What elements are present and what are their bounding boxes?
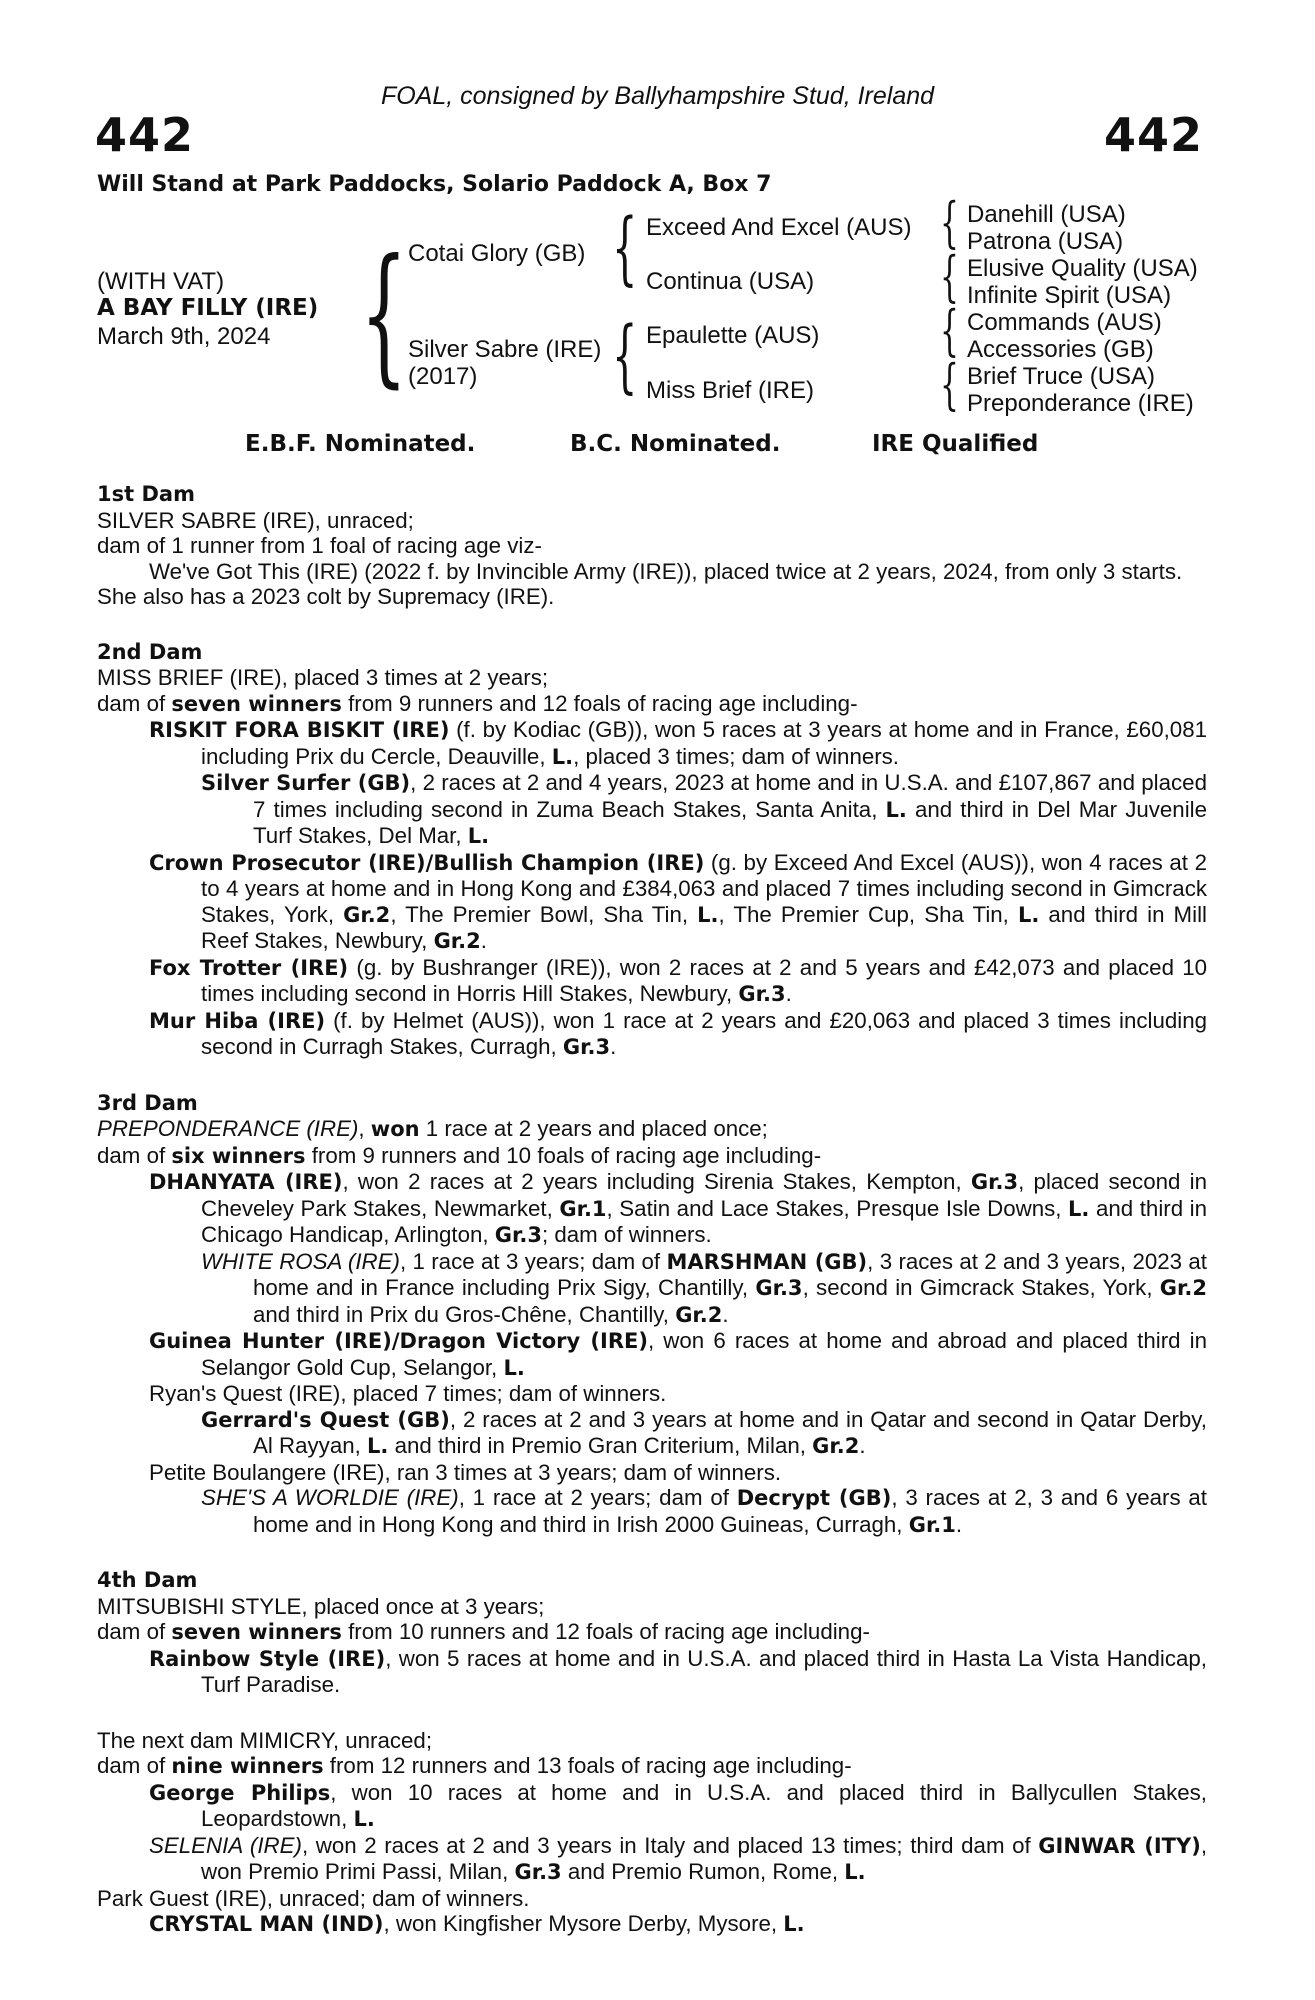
progeny-silver-surfer: Silver Surfer (GB), 2 races at 2 and 4 years, 2023 at home and in U.S.A. and £107,867 and placed 7 times including second in Zuma Beach Stakes, Santa Anita, L. and third in Del Mar Juvenile Turf Stakes, Del Mar, L. <box>201 770 1208 848</box>
dam-brace: { <box>612 309 638 402</box>
granddam-maternal: Miss Brief (IRE) <box>646 377 814 404</box>
fourth-dam-section <box>97 1568 1207 1698</box>
first-dam-section <box>97 482 1207 610</box>
sire-brace: { <box>612 201 638 294</box>
progeny-crown-prosecutor: Crown Prosecutor (IRE)/Bullish Champion (IRE) (g. by Exceed And Excel (AUS)), won 4 races at 2 to 4 years at home and in Hong Kong and £384,063 and placed 7 times including second in Gimcrack Stakes, York, Gr.2, The Premier Bowl, Sha Tin, L., The Premier Cup, Sha Tin, L. and third in Mill Reef Stakes, Newbury, Gr.2. <box>149 849 1208 953</box>
progeny-petite-boulangere: Petite Boulangere (IRE), ran 3 times at 3 years; dam of winners. <box>149 1459 782 1485</box>
great-grandparent-6: Accessories (GB) <box>967 336 1154 363</box>
third-dam-heading: 3rd Dam <box>97 1090 198 1115</box>
great-grandparent-1: Danehill (USA) <box>967 201 1126 228</box>
g-brace-2: { <box>940 245 959 308</box>
second-dam-section <box>97 640 1207 1061</box>
first-dam-note: She also has a 2023 colt by Supremacy (IRE). <box>97 584 555 609</box>
second-dam-heading: 2nd Dam <box>97 639 203 664</box>
progeny-ryans-quest: Ryan's Quest (IRE), placed 7 times; dam of winners. <box>149 1381 667 1406</box>
first-dam-runner: We've Got This (IRE) (2022 f. by Invincible Army (IRE)), placed twice at 2 years, 2024, from only 3 starts. <box>149 558 1183 584</box>
progeny-mur-hiba: Mur Hiba (IRE) (f. by Helmet (AUS)), won 1 race at 2 years and £20,063 and placed 3 times including second in Curragh Stakes, Curragh, Gr.3. <box>149 1007 1207 1059</box>
great-grandparent-3: Elusive Quality (USA) <box>967 255 1198 282</box>
progeny-crystal-man: CRYSTAL MAN (IND), won Kingfisher Mysore Derby, Mysore, L. <box>149 1911 805 1936</box>
sire-name: Cotai Glory (GB) <box>408 240 586 267</box>
horse-name: A BAY FILLY (IRE) <box>97 295 319 321</box>
next-dam-section <box>97 1728 1207 1938</box>
dam-year: (2017) <box>408 363 478 390</box>
progeny-dhanyata: DHANYATA (IRE), won 2 races at 2 years including Sirenia Stakes, Kempton, Gr.3, placed second in Cheveley Park Stakes, Newmarket, Gr.1, Satin and Lace Stakes, Presque Isle Downs, L. and third in Chicago Handicap, Arlington, Gr.3; dam of winners. <box>149 1169 1208 1247</box>
progeny-selenia: SELENIA (IRE), won 2 races at 2 and 3 years in Italy and placed 13 times; third dam of GINWAR (ITY), won Premio Primi Passi, Milan, Gr.3 and Premio Rumon, Rome, L. <box>149 1832 1208 1884</box>
great-grandparent-8: Preponderance (IRE) <box>967 390 1194 417</box>
bc-nomination: B.C. Nominated. <box>570 431 781 457</box>
progeny-riskit: RISKIT FORA BISKIT (IRE) (f. by Kodiac (GB)), won 5 races at 3 years at home and in France, £60,081 including Prix du Cercle, Deauville, L., placed 3 times; dam of winners. <box>149 717 1207 769</box>
third-dam-intro: PREPONDERANCE (IRE), won 1 race at 2 years and placed once; <box>97 1116 768 1141</box>
dam-name: Silver Sabre (IRE) <box>408 336 602 363</box>
consignor-line: FOAL, consigned by Ballyhampshire Stud, Ireland <box>380 82 935 110</box>
progeny-white-rosa: WHITE ROSA (IRE), 1 race at 3 years; dam of MARSHMAN (GB), 3 races at 2 and 3 years, 2023 at home and in France including Prix Sigy, Chantilly, Gr.3, second in Gimcrack Stakes, York, Gr.2 and third in Prix du Gros-Chêne, Chantilly, Gr.2. <box>201 1248 1208 1327</box>
progeny-rainbow-style: Rainbow Style (IRE), won 5 races at home and in U.S.A. and placed third in Hasta La Vista Handicap, Turf Paradise. <box>149 1645 1207 1697</box>
fourth-dam-intro: MITSUBISHI STYLE, placed once at 3 years; <box>97 1593 545 1619</box>
second-dam-intro: MISS BRIEF (IRE), placed 3 times at 2 years; <box>97 665 549 690</box>
first-dam-heading: 1st Dam <box>97 482 195 506</box>
granddam-paternal: Continua (USA) <box>646 268 815 295</box>
great-grandparent-7: Brief Truce (USA) <box>967 363 1156 390</box>
pedigree-main-brace: { <box>360 228 408 402</box>
first-dam-intro: SILVER SABRE (IRE), unraced; <box>97 507 414 533</box>
progeny-shes-a-worldie: SHE'S A WORLDIE (IRE), 1 race at 2 years; dam of Decrypt (GB), 3 races at 2, 3 and 6 years at home and in Hong Kong and third in Irish 2000 Guineas, Curragh, Gr.1. <box>201 1485 1207 1537</box>
first-dam-produce: dam of 1 runner from 1 foal of racing age viz- <box>97 533 542 558</box>
grandsire-paternal: Exceed And Excel (AUS) <box>646 214 912 241</box>
g-brace-3: { <box>940 299 959 362</box>
horse-dob: March 9th, 2024 <box>97 323 271 350</box>
progeny-gerrards-quest: Gerrard's Quest (GB), 2 races at 2 and 3 years at home and in Qatar and second in Qatar Derby, Al Rayyan, L. and third in Premio Gran Criterium, Milan, Gr.2. <box>201 1406 1207 1458</box>
lot-number-left: 442 <box>95 108 195 162</box>
fourth-dam-produce: dam of seven winners from 10 runners and 12 foals of racing age including- <box>97 1619 870 1644</box>
next-dam-intro: The next dam MIMICRY, unraced; <box>97 1727 433 1753</box>
great-grandparent-4: Infinite Spirit (USA) <box>967 282 1172 309</box>
catalogue-body <box>97 482 1207 1938</box>
g-brace-4: { <box>940 353 959 416</box>
great-grandparent-2: Patrona (USA) <box>967 228 1124 255</box>
next-dam-produce: dam of nine winners from 12 runners and 13 foals of racing age including- <box>97 1753 852 1778</box>
progeny-george-philips: George Philips, won 10 races at home and in U.S.A. and placed third in Ballycullen Stakes, Leopardstown, L. <box>149 1779 1207 1831</box>
g-brace-1: { <box>940 191 959 254</box>
ire-qualified: IRE Qualified <box>872 431 1039 457</box>
ebf-nomination: E.B.F. Nominated. <box>245 431 476 457</box>
third-dam-section <box>97 1091 1207 1539</box>
stand-location: Will Stand at Park Paddocks, Solario Paddock A, Box 7 <box>97 172 772 197</box>
third-dam-produce: dam of six winners from 9 runners and 10 foals of racing age including- <box>97 1142 822 1168</box>
fourth-dam-heading: 4th Dam <box>97 1568 198 1592</box>
progeny-park-guest: Park Guest (IRE), unraced; dam of winners. <box>97 1885 530 1911</box>
progeny-guinea-hunter: Guinea Hunter (IRE)/Dragon Victory (IRE), won 6 races at home and abroad and placed third in Selangor Gold Cup, Selangor, L. <box>149 1328 1207 1380</box>
grandsire-maternal: Epaulette (AUS) <box>646 322 820 349</box>
great-grandparent-5: Commands (AUS) <box>967 309 1162 336</box>
second-dam-produce: dam of seven winners from 9 runners and 12 foals of racing age including- <box>97 690 858 716</box>
lot-number-right: 442 <box>1103 108 1203 162</box>
vat-note: (WITH VAT) <box>97 268 225 295</box>
progeny-fox-trotter: Fox Trotter (IRE) (g. by Bushranger (IRE)), won 2 races at 2 and 5 years and £42,073 and placed 10 times including second in Horris Hill Stakes, Newbury, Gr.3. <box>149 954 1208 1006</box>
